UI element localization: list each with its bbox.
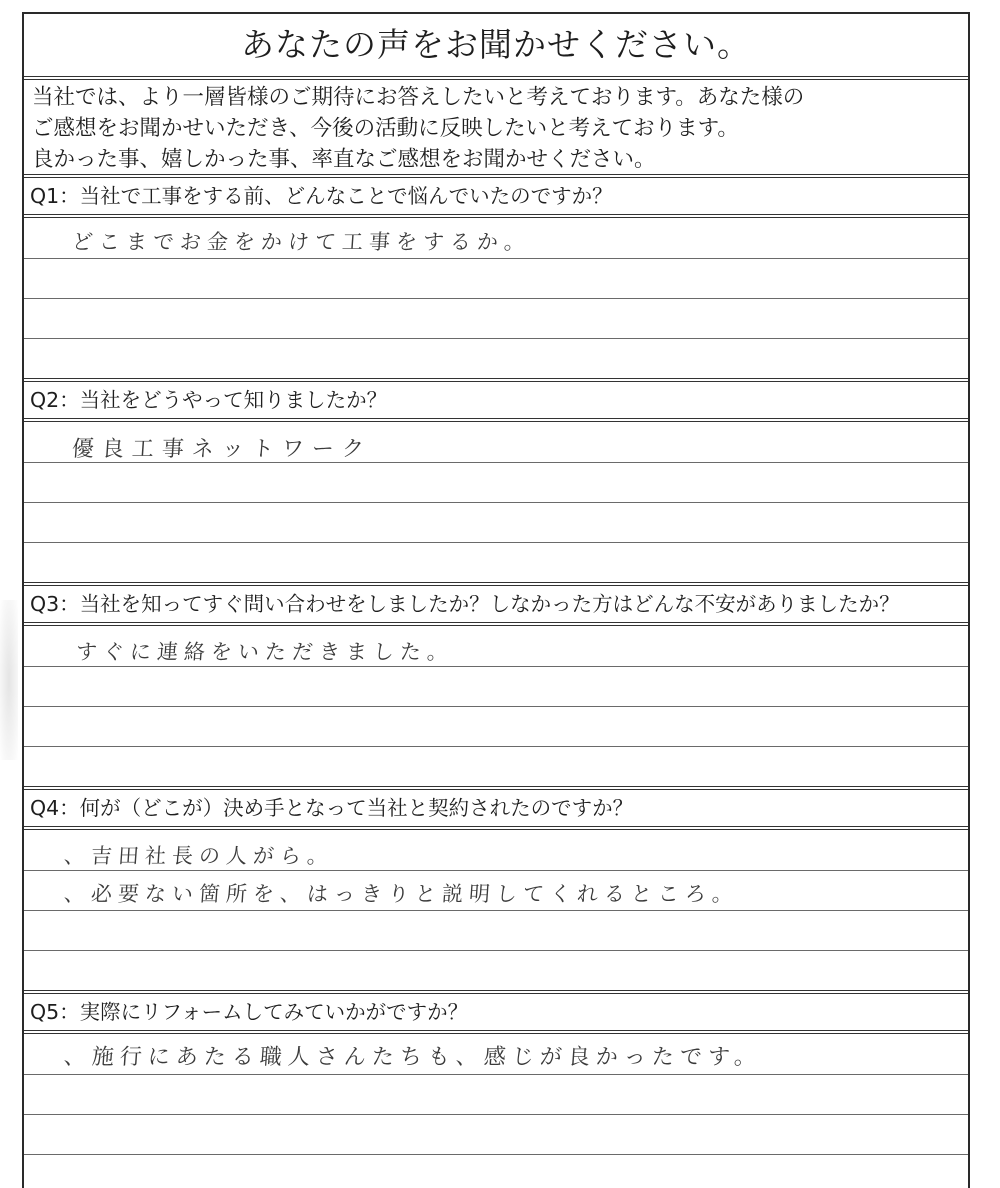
intro-line: 当社では、より一層皆様のご期待にお答えしたいと考えております。あなた様の [32,85,805,110]
intro-line: ご感想をお聞かせいただき、今後の活動に反映したいと考えております。 [32,116,739,141]
form-title: あなたの声をお聞かせください。 [241,25,751,64]
title-divider [24,76,968,80]
answer-rule [24,1114,968,1115]
question-q3: Q3：当社を知ってすぐ問い合わせをしましたか？しなかった方はどんな不安がありましたか？ [30,592,900,616]
section-divider [24,214,968,218]
answer-q5-line-1: 、施行にあたる職人さんたちも、感じが良かったです。 [62,1045,763,1070]
section-divider [24,622,968,626]
scan-smudge [0,600,18,760]
answer-rule [24,1154,968,1155]
answer-rule [24,870,968,871]
answer-rule [24,298,968,299]
section-divider [24,418,968,422]
answer-rule [24,1074,968,1075]
question-q1: Q1：当社で工事をする前、どんなことで悩んでいたのですか？ [30,184,613,208]
answer-rule [24,706,968,707]
question-q5: Q5：実際にリフォームしてみていかがですか？ [30,1000,469,1024]
section-divider [24,1030,968,1034]
answer-rule [24,910,968,911]
answer-rule [24,258,968,259]
answer-rule [24,542,968,543]
answer-rule [24,746,968,747]
answer-rule [24,462,968,463]
answer-rule [24,338,968,339]
question-q2: Q2：当社をどうやって知りましたか？ [30,388,388,412]
answer-q2-line-1: 優良工事ネットワーク [70,437,373,462]
intro-line: 良かった事、嬉しかった事、率直なご感想をお聞かせください。 [32,147,656,172]
answer-rule [24,666,968,667]
survey-form [22,12,970,1188]
answer-q4-line-2: 、必要ない箇所を、はっきりと説明してくれるところ。 [63,882,740,906]
answer-q4-line-1: 、吉田社長の人がら。 [63,844,335,868]
answer-rule [24,502,968,503]
answer-q3-line-1: すぐに連絡をいただきました。 [75,640,455,664]
form-intro [32,82,952,175]
section-divider [24,826,968,830]
question-q4: Q4：何が（どこが）決め手となって当社と契約されたのですか？ [30,796,634,820]
answer-q1-line-1: どこまでお金をかけて工事をするか。 [71,230,532,254]
answer-rule [24,950,968,951]
